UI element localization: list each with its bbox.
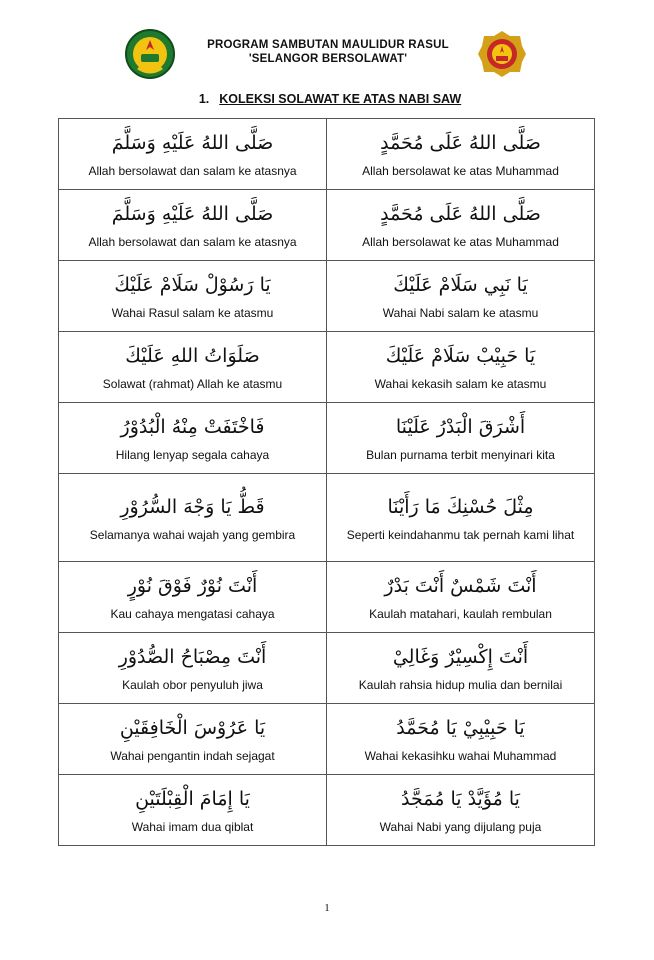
arabic-text: يَا نَبِي سَلَامْ عَلَيْكَ	[393, 274, 528, 296]
table-cell-right	[327, 775, 595, 846]
table-cell-left	[59, 775, 327, 846]
table-cell-right	[327, 633, 595, 704]
table-row	[59, 704, 595, 775]
table-cell-left	[59, 403, 327, 474]
table-row	[59, 775, 595, 846]
section-title: KOLEKSI SOLAWAT KE ATAS NABI SAW	[219, 92, 462, 106]
table-row	[59, 261, 595, 332]
table-row	[59, 474, 595, 562]
arabic-text: يَا مُؤَيَّدْ يَا مُمَجَّدُ	[401, 788, 520, 810]
title-line-1: PROGRAM SAMBUTAN MAULIDUR RASUL	[207, 39, 449, 51]
table-cell-left	[59, 332, 327, 403]
document-header	[0, 0, 654, 110]
arabic-text: يَا عَرُوْسَ الْخَافِقَيْنِ	[119, 717, 266, 739]
table-cell-right	[327, 403, 595, 474]
table-cell-right	[327, 190, 595, 261]
arabic-text: أَنْتَ نُوْرٌ فَوْقَ نُوْرٍ	[127, 575, 258, 597]
translation-text: Kaulah matahari, kaulah rembulan	[369, 607, 552, 621]
translation-text: Wahai Nabi yang dijulang puja	[379, 820, 542, 834]
table-cell-left	[59, 119, 327, 190]
section-number: 1.	[198, 92, 210, 106]
translation-text: Allah bersolawat ke atas Muhammad	[362, 235, 559, 249]
table-cell-right	[327, 704, 595, 775]
arabic-text: مِثْلَ حُسْنِكَ مَا رَأَيْنَا	[387, 495, 534, 518]
table-cell-left	[59, 190, 327, 261]
table-cell-left	[59, 261, 327, 332]
translation-text: Seperti keindahanmu tak pernah kami lihat	[346, 527, 575, 542]
arabic-text: صَلَّى اللهُ عَلَى مُحَمَّدٍ	[380, 203, 541, 225]
section-heading	[160, 92, 500, 106]
table-cell-left	[59, 474, 327, 562]
arabic-text: صَلَّى اللهُ عَلَى مُحَمَّدٍ	[380, 132, 541, 154]
arabic-text: صَلَوَاتُ اللهِ عَلَيْكَ	[125, 345, 260, 367]
page-number: 1	[324, 902, 330, 914]
selangor-crest-logo	[124, 28, 176, 80]
arabic-text: يَا حَبِيْبِيْ يَا مُحَمَّدُ	[396, 717, 525, 739]
table-cell-right	[327, 562, 595, 633]
translation-text: Wahai pengantin indah sejagat	[110, 749, 275, 763]
translation-text: Bulan purnama terbit menyinari kita	[366, 448, 555, 462]
arabic-text: يَا رَسُوْلْ سَلَامْ عَلَيْكَ	[114, 274, 271, 296]
solawat-table	[58, 118, 595, 846]
table-cell-right	[327, 119, 595, 190]
translation-text: Wahai Rasul salam ke atasmu	[111, 306, 274, 320]
translation-text: Allah bersolawat dan salam ke atasnya	[88, 164, 297, 178]
table-row	[59, 190, 595, 261]
table-cell-left	[59, 562, 327, 633]
translation-text: Kau cahaya mengatasi cahaya	[110, 607, 275, 621]
translation-text: Kaulah rahsia hidup mulia dan bernilai	[358, 678, 563, 692]
translation-text: Allah bersolawat ke atas Muhammad	[362, 164, 559, 178]
translation-text: Wahai kekasih salam ke atasmu	[374, 377, 547, 391]
arabic-text: يَا إِمَامَ الْقِبْلَتَيْنِ	[135, 788, 250, 810]
table-row	[59, 562, 595, 633]
state-seal-logo	[476, 28, 528, 80]
arabic-text: أَنْتَ مِصْبَاحُ الصُّدُوْرِ	[118, 646, 267, 668]
table-row	[59, 403, 595, 474]
table-row	[59, 119, 595, 190]
arabic-text: صَلَّى اللهُ عَلَيْهِ وَسَلَّمَ	[111, 132, 274, 154]
table-cell-left	[59, 633, 327, 704]
table-row	[59, 633, 595, 704]
table-cell-right	[327, 261, 595, 332]
arabic-text: أَشْرَقَ الْبَدْرُ عَلَيْنَا	[395, 416, 526, 438]
table-cell-left	[59, 704, 327, 775]
translation-text: Selamanya wahai wajah yang gembira	[89, 527, 296, 542]
translation-text: Wahai kekasihku wahai Muhammad	[364, 749, 557, 763]
translation-text: Wahai Nabi salam ke atasmu	[382, 306, 539, 320]
arabic-text: قَطُّ يَا وَجْهَ السُّرُوْرِ	[120, 495, 265, 518]
arabic-text: صَلَّى اللهُ عَلَيْهِ وَسَلَّمَ	[111, 203, 274, 225]
translation-text: Hilang lenyap segala cahaya	[115, 448, 270, 462]
translation-text: Allah bersolawat dan salam ke atasnya	[88, 235, 297, 249]
translation-text: Kaulah obor penyuluh jiwa	[122, 678, 263, 692]
table-cell-right	[327, 332, 595, 403]
table-row	[59, 332, 595, 403]
title-line-2: 'SELANGOR BERSOLAWAT'	[248, 53, 408, 65]
arabic-text: فَاخْتَفَتْ مِنْهُ الْبُدُوْرُ	[120, 416, 265, 438]
arabic-text: أَنْتَ إِكْسِيْرٌ وَغَالِيْ	[392, 646, 529, 668]
arabic-text: أَنْتَ شَمْسٌ أَنْتَ بَدْرٌ	[384, 575, 537, 597]
arabic-text: يَا حَبِيْبْ سَلَامْ عَلَيْكَ	[385, 345, 536, 367]
translation-text: Wahai imam dua qiblat	[131, 820, 254, 834]
document-title	[190, 38, 466, 66]
translation-text: Solawat (rahmat) Allah ke atasmu	[102, 377, 283, 391]
table-cell-right	[327, 474, 595, 562]
